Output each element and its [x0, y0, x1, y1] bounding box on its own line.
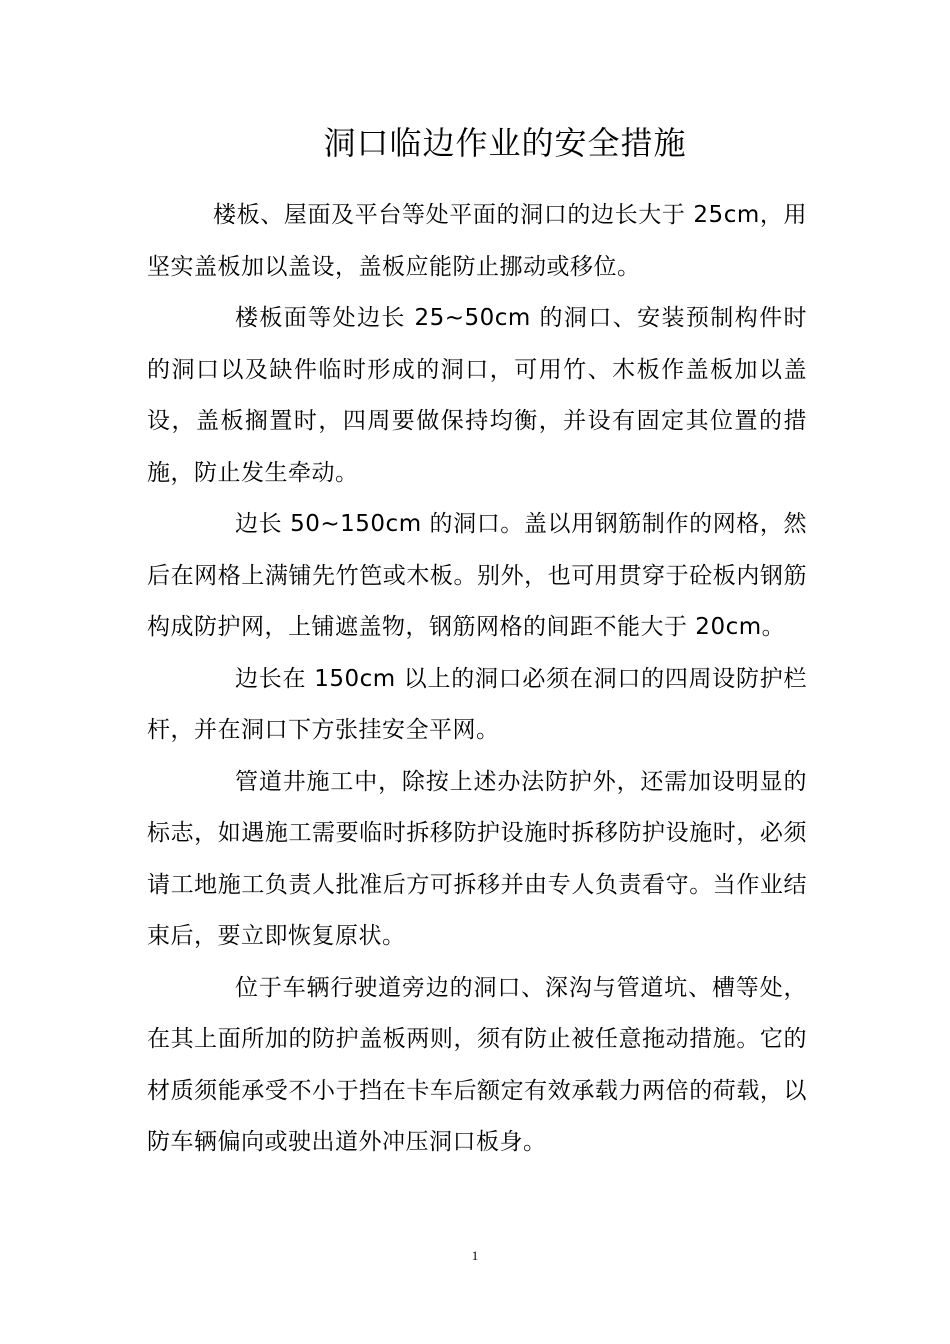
document-title: 洞口临边作业的安全措施: [323, 124, 687, 162]
paragraph-1: 楼板、屋面及平台等处平面的洞口的边长大于 25cm，用坚实盖板加以盖设，盖板应能防止挪动或移位。: [147, 202, 807, 280]
paragraph-3: 边长 50~150cm 的洞口。盖以用钢筋制作的网格，然后在网格上满铺先竹笆或木板。别外，也可用贯穿于砼板内钢筋构成防护网，上铺遮盖物，钢筋网格的间距不能大于 20cm。: [147, 511, 807, 640]
paragraph-6: 位于车辆行驶道旁边的洞口、深沟与管道坑、槽等处，在其上面所加的防护盖板两则，须有防止被任意拖动措施。它的材质须能承受不小于挡在卡车后额定有效承载力两倍的荷载，以防车辆偏向或驶出道外冲压洞口板身。: [147, 974, 807, 1155]
document-body: [147, 190, 807, 1169]
paragraph-4: 边长在 150cm 以上的洞口必须在洞口的四周设防护栏杆，并在洞口下方张挂安全平网。: [147, 665, 807, 743]
paragraph-2: 楼板面等处边长 25~50cm 的洞口、安装预制构件时的洞口以及缺件临时形成的洞口，可用竹、木板作盖板加以盖设，盖板搁置时，四周要做保持均衡，并设有固定其位置的措施，防止发生牵动。: [147, 305, 807, 486]
paragraph-5: 管道井施工中，除按上述办法防护外，还需加设明显的标志，如遇施工需要临时拆移防护设施时拆移防护设施时，必须请工地施工负责人批准后方可拆移并由专人负责看守。当作业结束后，要立即恢复原状。: [147, 768, 807, 949]
page-number: 1: [471, 1248, 479, 1263]
